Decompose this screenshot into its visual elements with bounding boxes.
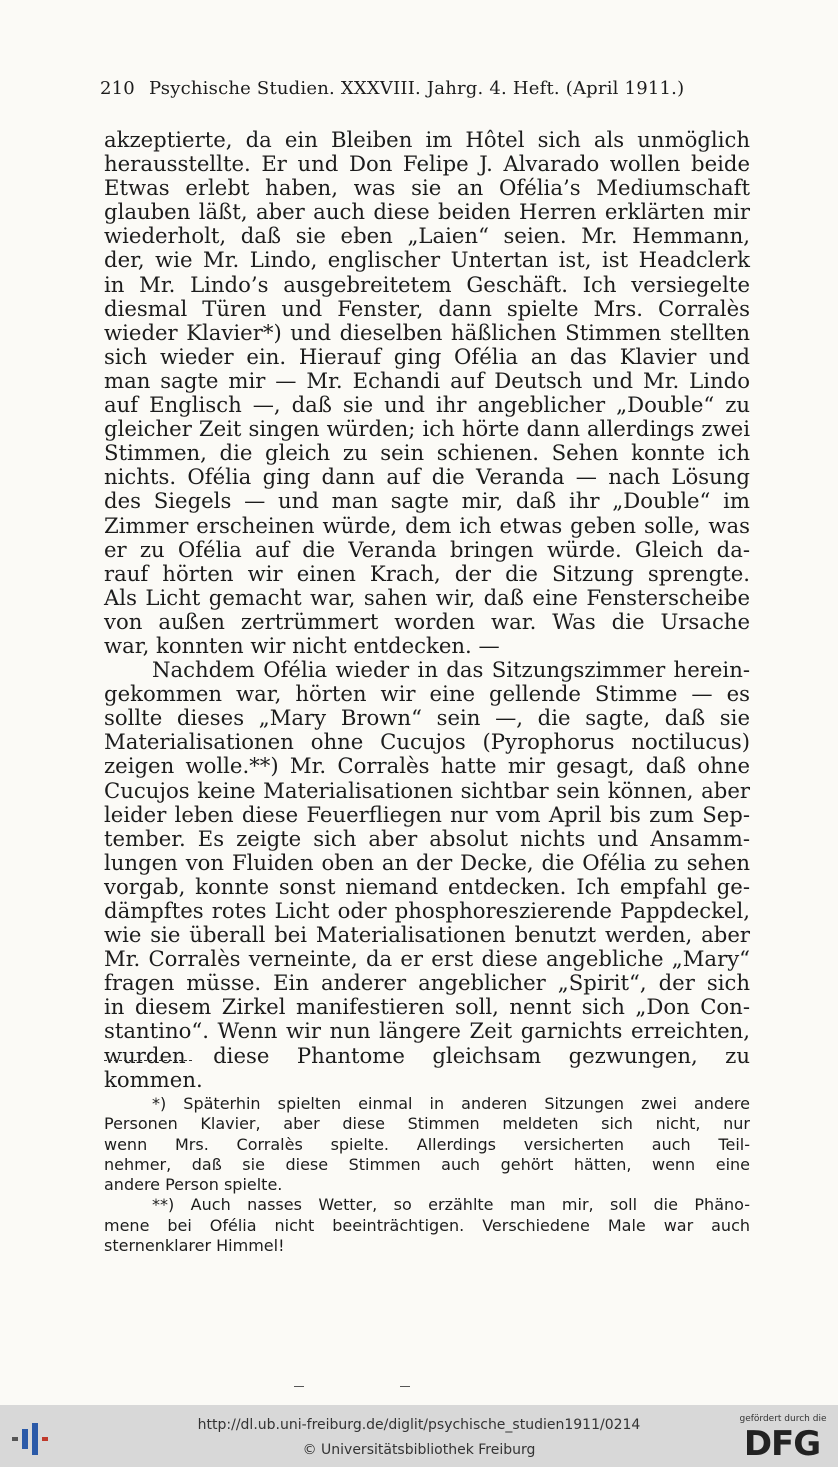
text-line: des Siegels — und man sagte mir, daß ihr „Double“ im: [104, 488, 750, 514]
text-line: glauben läßt, aber auch diese beiden Herren erklärten mir: [104, 199, 750, 225]
footnote-line: sternenklarer Himmel!: [104, 1236, 285, 1256]
footnote-line: Personen Klavier, aber diese Stimmen meldeten sich nicht, nur: [104, 1114, 750, 1134]
copyright-notice: © Universitätsbibliothek Freiburg: [302, 1442, 536, 1458]
footnotes: [104, 1094, 750, 1256]
footnote-line: andere Person spielte.: [104, 1175, 283, 1195]
footnote-line: **) Auch nasses Wetter, so erzählte man mir, soll die Phäno-: [152, 1195, 750, 1215]
page-mark: [294, 1386, 304, 1387]
text-line: dämpftes rotes Licht oder phosphoreszierende Pappdeckel,: [104, 898, 750, 923]
page-number: 210: [100, 78, 135, 99]
text-line: leider leben diese Feuerfliegen nur vom April bis zum Sep-: [104, 801, 750, 827]
text-line: Mr. Corralès verneinte, da er erst diese angebliche „Mary“: [104, 946, 750, 972]
text-line: nichts. Ofélia ging dann auf die Veranda — nach Lösung: [104, 464, 750, 490]
text-line: von außen zertrümmert worden war. Was die Ursache: [104, 608, 750, 634]
footnote-line: mene bei Ofélia nicht beeinträchtigen. Verschiedene Male war auch: [104, 1215, 750, 1235]
body-text: [104, 127, 750, 1092]
text-line: rauf hörten wir einen Krach, der die Sitzung sprengte.: [104, 560, 750, 586]
dfg-logo: DFG: [743, 1424, 821, 1464]
text-line: wieder Klavier*) und dieselben häßlichen Stimmen stellten: [104, 319, 750, 345]
text-line: in diesem Zirkel manifestieren soll, nennt sich „Don Con-: [104, 994, 750, 1020]
footnote-line: *) Späterhin spielten einmal in anderen Sitzungen zwei andere: [152, 1094, 750, 1113]
running-header: [100, 78, 750, 99]
text-line: war, konnten wir nicht entdecken. —: [104, 632, 500, 658]
text-line: sich wieder ein. Hierauf ging Ofélia an das Klavier und: [104, 343, 750, 369]
text-line: gleicher Zeit singen würden; ich hörte dann allerdings zwei: [104, 416, 750, 442]
footer-bar: [0, 1405, 838, 1467]
source-url-link[interactable]: http://dl.ub.uni-freiburg.de/diglit/psychische_studien1911/0214: [197, 1417, 641, 1433]
text-line: wurden diese Phantome gleichsam gezwungen, zu kommen.: [104, 1042, 750, 1092]
text-line: wie sie überall bei Materialisationen benutzt werden, aber: [104, 922, 750, 948]
running-title: Psychische Studien. XXXVIII. Jahrg. 4. Heft. (April 1911.): [148, 78, 685, 99]
text-line: sollte dieses „Mary Brown“ sein —, die sagte, daß sie: [104, 705, 750, 731]
text-line: diesmal Türen und Fenster, dann spielte Mrs. Corralès: [104, 295, 750, 321]
text-line: herausstellte. Er und Don Felipe J. Alvarado wollen beide: [104, 151, 750, 177]
text-line: fragen müsse. Ein anderer angeblicher „Spirit“, der sich: [104, 970, 750, 996]
text-line: lungen von Fluiden oben an der Decke, die Ofélia zu sehen: [104, 849, 750, 875]
footnote-line: nehmer, daß sie diese Stimmen auch gehört hätten, wenn eine: [104, 1154, 750, 1174]
text-line: Materialisationen ohne Cucujos (Pyrophorus noctilucus): [104, 729, 750, 755]
text-line: wiederholt, daß sie eben „Laien“ seien. Mr. Hemmann,: [104, 223, 750, 249]
text-line: akzeptierte, da ein Bleiben im Hôtel sich als unmöglich: [104, 127, 750, 152]
text-line: in Mr. Lindo’s ausgebreitetem Geschäft. Ich versiegelte: [104, 271, 750, 297]
page-mark: [400, 1386, 410, 1387]
text-line: auf Englisch —, daß sie und ihr angeblicher „Double“ zu: [104, 392, 750, 418]
dfg-caption: gefördert durch die: [739, 1414, 827, 1424]
paragraph-start-line: Nachdem Ofélia wieder in das Sitzungszimmer herein-: [152, 657, 750, 683]
text-line: Etwas erlebt haben, was sie an Ofélia’s Mediumschaft: [104, 175, 750, 201]
text-line: er zu Ofélia auf die Veranda bringen würde. Gleich da-: [104, 536, 750, 562]
text-line: Als Licht gemacht war, sahen wir, daß eine Fensterscheibe: [104, 584, 750, 610]
text-line: gekommen war, hörten wir eine gellende Stimme — es: [104, 681, 750, 707]
text-line: man sagte mir — Mr. Echandi auf Deutsch und Mr. Lindo: [104, 367, 750, 393]
text-line: tember. Es zeigte sich aber absolut nichts und Ansamm-: [104, 825, 750, 851]
text-line: der, wie Mr. Lindo, englischer Untertan ist, ist Headclerk: [104, 247, 750, 273]
text-line: stantino“. Wenn wir nun längere Zeit garnichts erreichten,: [104, 1018, 750, 1044]
footnote-line: wenn Mrs. Corralès spielte. Allerdings versicherten auch Teil-: [104, 1134, 750, 1154]
text-line: Stimmen, die gleich zu sein schienen. Sehen konnte ich: [104, 440, 750, 466]
text-line: vorgab, konnte sonst niemand entdecken. Ich empfahl ge-: [104, 873, 750, 899]
text-line: zeigen wolle.**) Mr. Corralès hatte mir gesagt, daß ohne: [104, 753, 750, 779]
footnote-rule: [104, 1060, 192, 1061]
text-line: Cucujos keine Materialisationen sichtbar sein können, aber: [104, 777, 750, 803]
text-line: Zimmer erscheinen würde, dem ich etwas geben solle, was: [104, 512, 750, 538]
